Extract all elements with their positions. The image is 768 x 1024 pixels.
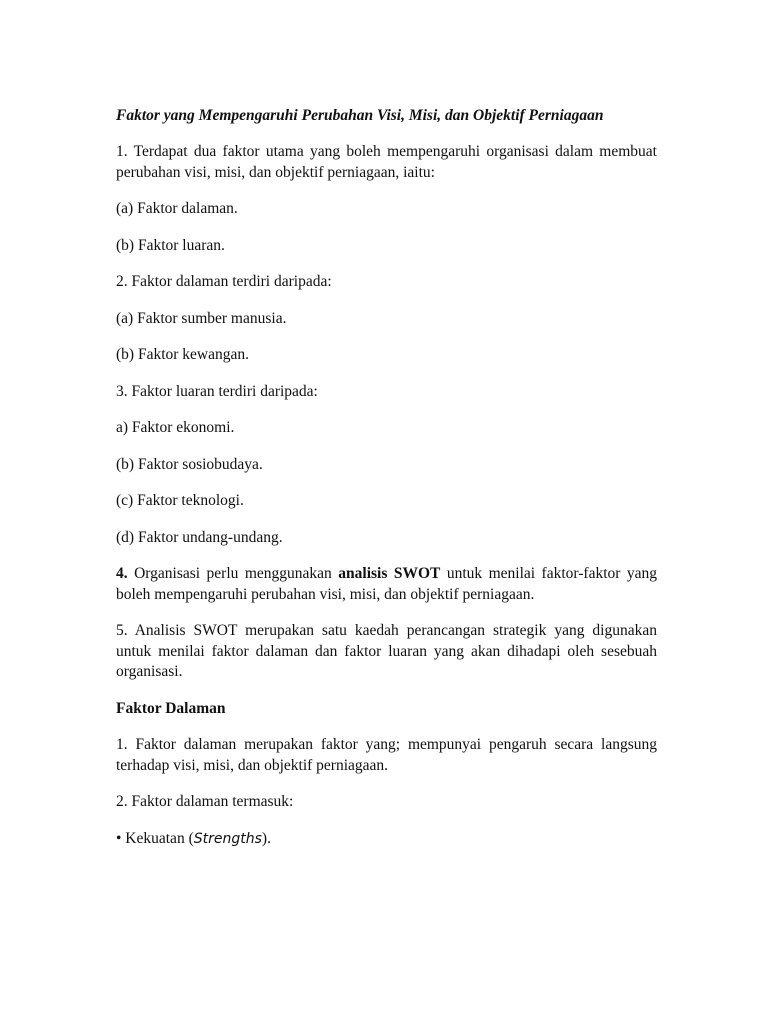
list-item-human-resource: (a) Faktor sumber manusia. bbox=[116, 309, 287, 327]
intro-paragraph-2: 2. Faktor dalaman terdiri daripada: bbox=[116, 273, 332, 290]
paragraph-4-text-post: untuk menilai faktor-faktor yang boleh mempengaruhi perubahan visi, misi, dan objektif perniagaan. bbox=[116, 565, 658, 603]
list-item-external-factor: (b) Faktor luaran. bbox=[116, 236, 225, 254]
list-item-technology: (c) Faktor teknologi. bbox=[116, 492, 244, 509]
intro-paragraph-5: 5. Analisis SWOT merupakan satu kaedah perancangan strategik yang digunakan untuk menilai faktor dalaman dan faktor luaran yang akan dihadapi oleh sesebuah organisasi. bbox=[116, 622, 657, 680]
bullet-italic-term: Strengths bbox=[193, 830, 262, 847]
list-item-economy: a) Faktor ekonomi. bbox=[116, 419, 235, 436]
section-heading: Faktor Dalaman bbox=[116, 699, 226, 717]
paragraph-4-bold-term: analisis SWOT bbox=[338, 565, 441, 582]
intro-paragraph-3: 3. Faktor luaran terdiri daripada: bbox=[116, 382, 318, 400]
list-item-internal-factor: (a) Faktor dalaman. bbox=[116, 200, 238, 217]
list-item-finance: (b) Faktor kewangan. bbox=[116, 346, 249, 363]
document-page bbox=[116, 106, 657, 865]
intro-paragraph-4 bbox=[116, 564, 657, 605]
list-item-sociocultural: (b) Faktor sosiobudaya. bbox=[116, 455, 263, 473]
section-paragraph-1: 1. Faktor dalaman merupakan faktor yang; mempunyai pengaruh secara langsung terhadap visi, misi, dan objektif perniagaan. bbox=[116, 736, 657, 774]
section-paragraph-2: 2. Faktor dalaman termasuk: bbox=[116, 793, 294, 810]
list-item-law: (d) Faktor undang-undang. bbox=[116, 528, 283, 546]
paragraph-4-text-pre: Organisasi perlu menggunakan bbox=[127, 565, 339, 582]
intro-paragraph-1: 1. Terdapat dua faktor utama yang boleh mempengaruhi organisasi dalam membuat perubahan visi, misi, dan objektif perniagaan, iaitu: bbox=[116, 143, 657, 181]
bullet-item-strengths bbox=[116, 829, 657, 850]
bullet-text-pre: • Kekuatan ( bbox=[116, 829, 194, 847]
document-title: Faktor yang Mempengaruhi Perubahan Visi, Misi, dan Objektif Perniagaan bbox=[116, 107, 604, 124]
paragraph-4-number: 4. bbox=[116, 565, 128, 582]
bullet-text-post: ). bbox=[261, 829, 271, 847]
